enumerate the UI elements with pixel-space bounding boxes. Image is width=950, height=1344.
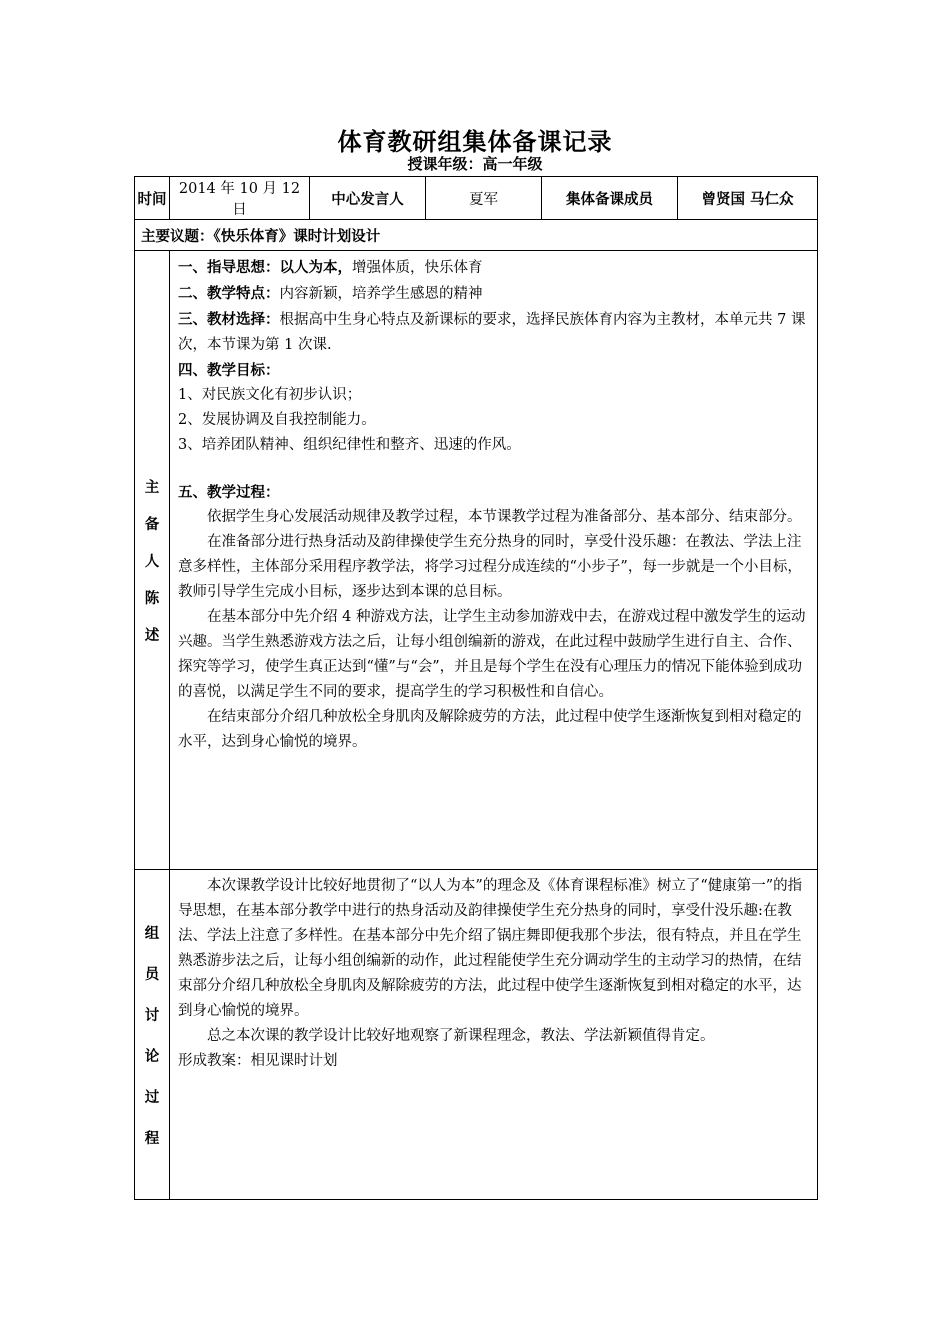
section-text: 增强体质，快乐体育 [352,260,483,276]
guiding-thought [178,255,809,281]
side-char: 员 [144,965,160,983]
lesson-plan-note: 形成教案：相见课时计划 [178,1053,338,1069]
process-paragraph: 在结束部分介绍几种放松全身肌肉及解除疲劳的方法，此过程中使学生逐渐恢复到相对稳定的水平，达到身心愉悦的境界。 [178,709,802,750]
section-text: 内容新颖，培养学生感恩的精神 [279,286,483,302]
side-char: 组 [144,924,160,942]
side-char: 过 [144,1088,160,1106]
header-row [135,177,818,220]
section-heading: 一、指导思想：以人为本， [178,259,352,276]
process-paragraph: 在基本部分中先介绍 4 种游戏方法，让学生主动参加游戏中去，在游戏过程中激发学生的运动兴趣。当学生熟悉游戏方法之后，让每小组创编新的游戏，在此过程中鼓励学生进行自主、合作、探究等学习，使学生真正达到“懂”与“会”，并且是每个学生在没有心理压力的情况下能体验到成功的喜悦，以满足学生不同的要求，提高学生的学习积极性和自信心。 [178,609,806,700]
side-char: 讨 [144,1006,160,1024]
speaker-value: 夏军 [426,177,542,220]
side-char: 人 [144,552,160,570]
teaching-features [178,281,809,307]
side-char: 论 [144,1047,160,1065]
presentation-row [135,251,818,870]
process-paragraph: 在准备部分进行热身活动及韵律操使学生充分热身的同时，享受什没乐趣：在教法、学法上注意多样性，主体部分采用程序教学法，将学习过程分成连续的“小步子”，每一步就是一个小目标，教师引导学生完成小目标，逐步达到本课的总目标。 [178,534,802,600]
section-text: 根据高中生身心特点及新课标的要求，选择民族体育内容为主教材，本单元共 7 课次，本节课为第 1 次课. [178,312,806,353]
document-title: 体育教研组集体备课记录 [337,127,613,156]
side-char: 陈 [144,589,160,607]
discussion-paragraph: 本次课教学设计比较好地贯彻了“以人为本”的理念及《体育课程标准》树立了“健康第一”的指导思想，在基本部分教学中进行的热身活动及韵律操使学生充分热身的同时，享受什没乐趣:在教法、学法上注意了多样性。在基本部分中先介绍了锅庄舞即便我那个步法，很有特点，并且在学生熟悉游步法之后，让每小组创编新的动作，此过程能使学生充分调动学生的主动学习的热情，在结束部分介绍几种放松全身肌肉及解除疲劳的方法，此过程中使学生逐渐恢复到相对稳定的水平，达到身心愉悦的境界。 [178,878,803,1019]
goal-item: 3、培养团队精神、组织纪律性和整齐、迅速的作风。 [178,437,521,453]
discussion-content [170,870,818,1200]
process-paragraph: 依据学生身心发展活动规律及教学过程，本节课教学过程为准备部分、基本部分、结束部分。 [207,509,802,525]
date-value: 2014 年 10 月 12 日 [170,177,310,220]
presentation-side-label [135,251,170,870]
speaker-label: 中心发言人 [310,177,426,220]
grade-subtitle: 授课年级：高一年级 [407,155,543,173]
time-label: 时间 [135,177,170,220]
goal-item: 2、发展协调及自我控制能力。 [178,412,376,428]
presentation-content [170,251,818,870]
section-heading: 二、教学特点： [178,285,280,302]
process-heading: 五、教学过程： [178,484,280,501]
members-label: 集体备课成员 [542,177,678,220]
discussion-paragraph: 总之本次课的教学设计比较好地观察了新课程理念，教法、学法新颖值得肯定。 [207,1028,715,1044]
record-table [134,176,818,1200]
side-char: 述 [144,626,160,644]
topic-row [135,220,818,251]
discussion-side-label [135,870,170,1200]
side-char: 主 [144,478,160,496]
side-char: 备 [144,515,160,533]
goal-item: 1、对民族文化有初步认识； [178,387,362,403]
side-char: 程 [144,1129,160,1147]
goals-heading: 四、教学目标： [178,362,280,379]
section-heading: 三、教材选择： [178,311,280,328]
members-value: 曾贤国 马仁众 [678,177,818,220]
topic-text: 主要议题：《快乐体育》课时计划设计 [135,220,818,251]
material-selection [178,307,809,358]
discussion-row [135,870,818,1200]
